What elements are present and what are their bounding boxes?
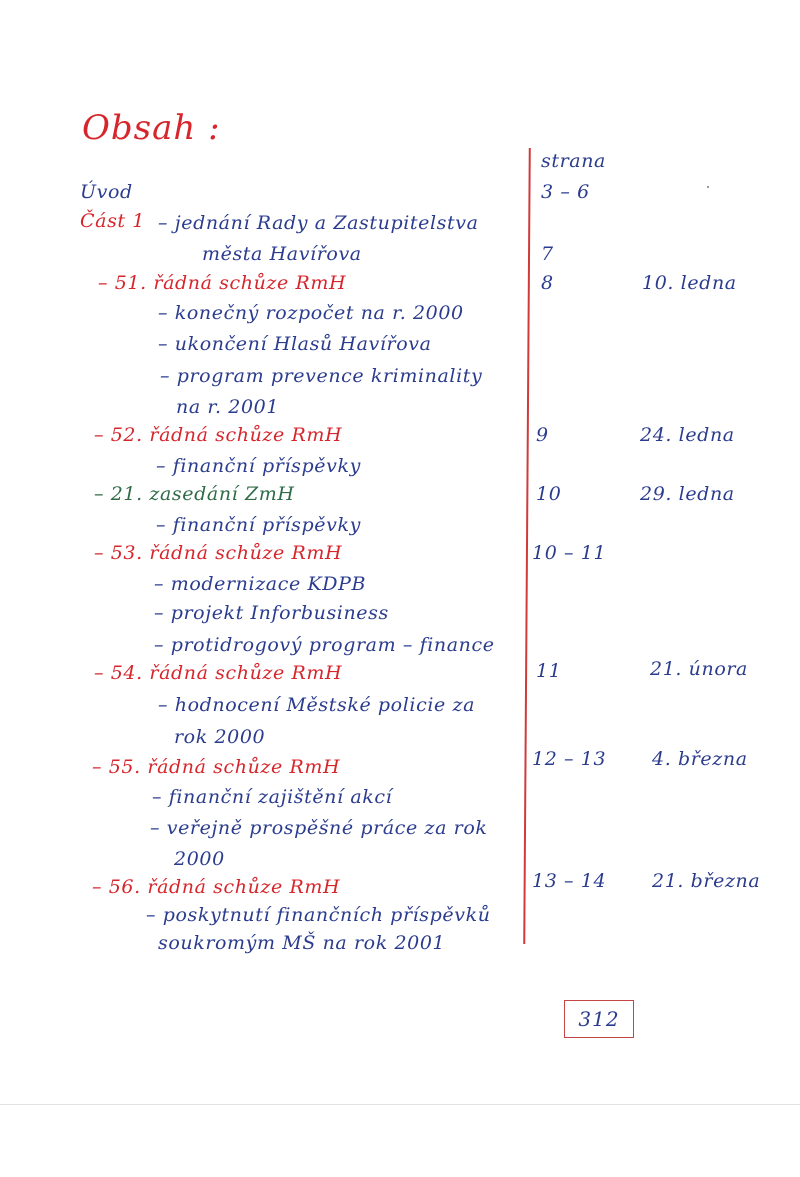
toc-meeting-56: – 56. řádná schůze RmH [92,876,341,898]
toc-item-54-1-line1: – hodnocení Městské policie za [158,694,476,716]
toc-date-52: 24. ledna [640,424,735,446]
column-divider [523,148,531,944]
toc-meeting-52: – 52. řádná schůze RmH [94,424,343,446]
toc-item-55-2-line1: – veřejně prospěšné práce za rok [150,817,488,839]
toc-date-54: 21. února [650,658,748,680]
toc-item-56-1-line2: soukromým MŠ na rok 2001 [158,932,446,954]
toc-pages-cast1: 7 [541,243,554,265]
toc-pages-52: 9 [536,424,549,446]
pages-column-header: strana [541,150,606,172]
toc-date-21: 29. ledna [640,483,735,505]
toc-item-51-3-line1: – program prevence kriminality [160,365,483,387]
toc-item-51-3-line2: na r. 2001 [176,396,280,418]
toc-item-55-1: – finanční zajištění akcí [152,786,393,808]
toc-item-53-1: – modernizace KDPB [154,573,367,595]
toc-pages-56: 13 – 14 [532,870,607,892]
paper-speck [707,186,709,188]
toc-pages-53: 10 – 11 [532,542,607,564]
toc-item-53-2: – projekt Inforbusiness [154,602,389,624]
page-number-box [564,1000,634,1038]
toc-pages-uvod: 3 – 6 [541,181,590,203]
toc-part-title-line2: města Havířova [202,243,362,265]
toc-item-21-1: – finanční příspěvky [156,514,361,536]
toc-pages-55: 12 – 13 [532,748,607,770]
toc-item-55-2-line2: 2000 [174,848,225,870]
toc-item-53-3: – protidrogový program – finance [154,634,495,656]
toc-item-52-1: – finanční příspěvky [156,455,361,477]
toc-part-prefix: Část 1 [80,210,145,232]
toc-pages-54: 11 [536,660,562,682]
toc-meeting-55: – 55. řádná schůze RmH [92,756,341,778]
toc-date-56: 21. března [652,870,761,892]
toc-item-54-1-line2: rok 2000 [174,726,266,748]
toc-item-56-1-line1: – poskytnutí finančních příspěvků [146,904,491,926]
toc-date-51: 10. ledna [642,272,737,294]
toc-item-51-1: – konečný rozpočet na r. 2000 [158,302,464,324]
toc-item-51-2: – ukončení Hlasů Havířova [158,333,432,355]
toc-meeting-53: – 53. řádná schůze RmH [94,542,343,564]
toc-entry-uvod: Úvod [80,181,133,203]
toc-meeting-54: – 54. řádná schůze RmH [94,662,343,684]
page-number: 312 [578,1007,620,1031]
toc-meeting-51: – 51. řádná schůze RmH [98,272,347,294]
toc-date-55: 4. března [652,748,748,770]
toc-pages-21: 10 [536,483,562,505]
page-title: Obsah : [82,108,221,148]
toc-session-21: – 21. zasedání ZmH [94,483,295,505]
toc-part-title-line1: – jednání Rady a Zastupitelstva [158,212,479,234]
scan-edge-line [0,1104,800,1105]
toc-pages-51: 8 [541,272,554,294]
